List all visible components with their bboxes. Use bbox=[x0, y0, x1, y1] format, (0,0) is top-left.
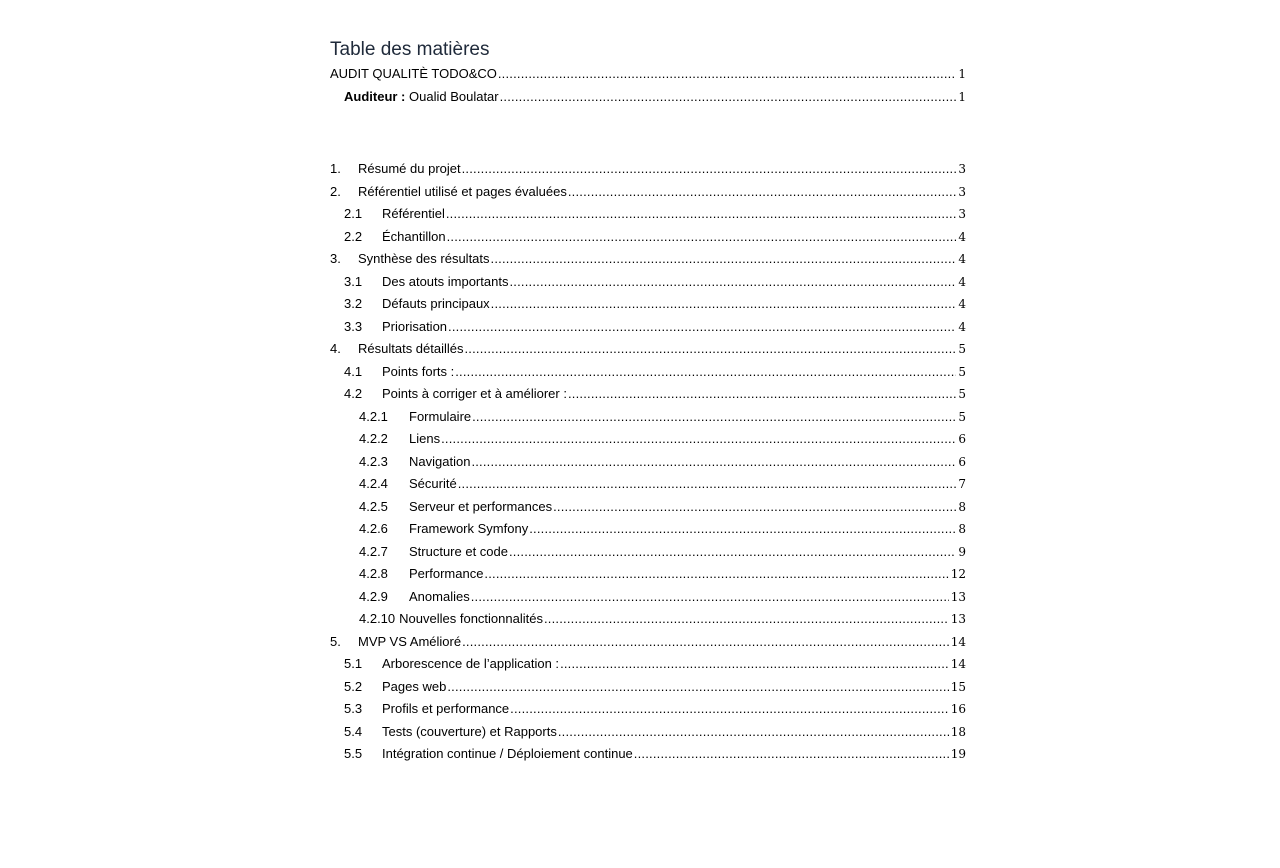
toc-entry-label: Framework Symfony bbox=[409, 521, 529, 536]
toc-entry-page: 8 bbox=[958, 499, 966, 514]
dot-leader bbox=[483, 566, 948, 582]
toc-entry-number: 3.2 bbox=[344, 296, 363, 311]
toc-entry[interactable] bbox=[330, 222, 966, 245]
toc-entry-label: Liens bbox=[409, 431, 441, 446]
dot-leader bbox=[490, 251, 957, 267]
dot-leader bbox=[497, 66, 956, 82]
toc-entry-number: 3.3 bbox=[344, 318, 363, 334]
toc-entry[interactable] bbox=[330, 492, 966, 515]
toc-entry-number: 2.1 bbox=[344, 206, 363, 221]
toc-entry-number: 4.2.3 bbox=[359, 453, 388, 469]
toc-entry-number: 2. bbox=[330, 183, 341, 199]
toc-entry[interactable] bbox=[330, 200, 966, 223]
toc-entry-number: 4.2.9 bbox=[359, 588, 388, 604]
dot-leader bbox=[499, 89, 957, 105]
toc-entry-number: 4.2.7 bbox=[359, 543, 388, 559]
dot-leader bbox=[509, 701, 949, 717]
auditeur-label: Auditeur : bbox=[344, 88, 406, 104]
dot-leader bbox=[508, 274, 956, 290]
toc-entry[interactable] bbox=[330, 312, 966, 335]
toc-entry-page: 15 bbox=[950, 679, 966, 694]
toc-entry-label: Intégration continue / Déploiement continue bbox=[382, 746, 633, 761]
toc-entry[interactable] bbox=[330, 582, 966, 605]
toc-entry-page: 9 bbox=[958, 544, 966, 559]
toc-entry[interactable] bbox=[330, 605, 966, 628]
toc-entry-page: 3 bbox=[958, 207, 966, 221]
toc-entry-label: Priorisation bbox=[382, 318, 448, 334]
toc-entry-label: Défauts principaux bbox=[382, 296, 490, 311]
toc-entry-number: 4.2.1 bbox=[359, 408, 388, 424]
toc-entry-label: Navigation bbox=[409, 453, 471, 469]
toc-entry-page: 4 bbox=[958, 274, 966, 289]
toc-entry-page: 14 bbox=[950, 657, 966, 671]
toc-entry-page: 6 bbox=[958, 454, 966, 469]
toc-entry-number: 4.2.10 bbox=[359, 611, 396, 626]
dot-leader bbox=[528, 521, 956, 537]
toc-entry-page: 13 bbox=[950, 589, 966, 604]
toc-entry-label: MVP VS Amélioré bbox=[358, 633, 462, 649]
toc-entry-number: 5.5 bbox=[344, 746, 363, 761]
toc-entry-label: Nouvelles fonctionnalités bbox=[399, 611, 543, 626]
toc-entry[interactable] bbox=[330, 267, 966, 290]
toc-entry-number: 4.2 bbox=[344, 386, 363, 401]
toc-entry[interactable] bbox=[330, 245, 966, 268]
toc-entry-page: 16 bbox=[950, 702, 966, 716]
toc-entry[interactable] bbox=[330, 515, 966, 538]
toc-entry-label: Structure et code bbox=[409, 543, 508, 559]
toc-entry-label: Performance bbox=[409, 566, 484, 581]
toc-entry-label: Échantillon bbox=[382, 228, 446, 244]
toc-entry-page: 14 bbox=[950, 634, 966, 649]
toc-entry-page: 5 bbox=[958, 387, 966, 401]
toc-entry-label: Synthèse des résultats bbox=[358, 251, 490, 266]
toc-entry-page: 4 bbox=[958, 319, 966, 334]
toc-entry[interactable] bbox=[330, 740, 966, 763]
toc-entry[interactable] bbox=[330, 537, 966, 560]
toc-entry-number: 5. bbox=[330, 633, 341, 649]
toc-entry-label: Pages web bbox=[382, 678, 447, 694]
toc-entry-label: Référentiel utilisé et pages évaluées bbox=[358, 183, 567, 199]
toc-entry-page: 13 bbox=[950, 612, 966, 626]
toc-entry-page: 18 bbox=[950, 724, 966, 739]
dot-leader bbox=[508, 544, 956, 560]
toc-entry-label: Serveur et performances bbox=[409, 498, 553, 514]
toc-entry[interactable] bbox=[330, 627, 966, 650]
toc-entry-number: 4.2.8 bbox=[359, 566, 388, 581]
dot-leader bbox=[470, 589, 949, 605]
toc-entry-label: Sécurité bbox=[409, 476, 457, 491]
dot-leader bbox=[559, 656, 949, 672]
toc-entry-number: 5.3 bbox=[344, 701, 363, 716]
toc-entry-number: 5.4 bbox=[344, 723, 363, 739]
toc-entry[interactable] bbox=[330, 672, 966, 695]
toc-entry-label: Résumé du projet bbox=[358, 161, 461, 176]
dot-leader bbox=[470, 454, 956, 470]
dot-leader bbox=[464, 341, 957, 357]
toc-entry[interactable] bbox=[330, 470, 966, 493]
toc-entry[interactable] bbox=[330, 425, 966, 448]
dot-leader bbox=[490, 296, 957, 312]
toc-entry-page: 5 bbox=[958, 342, 966, 356]
toc-entry-label: Anomalies bbox=[409, 588, 470, 604]
toc-entry-number: 3.1 bbox=[344, 273, 363, 289]
toc-entry[interactable] bbox=[330, 155, 966, 178]
toc-entry-label: Profils et performance bbox=[382, 701, 510, 716]
dot-leader bbox=[543, 611, 949, 627]
toc-spacer bbox=[330, 105, 966, 155]
toc-entry[interactable] bbox=[330, 695, 966, 718]
toc-entry-label: Référentiel bbox=[382, 206, 445, 221]
toc-entry[interactable] bbox=[330, 447, 966, 470]
toc-entry-number: 1. bbox=[330, 161, 341, 176]
toc-entry[interactable] bbox=[330, 560, 966, 583]
toc-list bbox=[330, 155, 966, 763]
toc-title: Table des matières bbox=[330, 39, 490, 60]
dot-leader bbox=[633, 746, 949, 762]
toc-entry-audit[interactable] bbox=[330, 62, 966, 82]
toc-entry-page: 5 bbox=[958, 364, 966, 379]
toc-entry-auditeur[interactable] bbox=[330, 82, 966, 105]
toc-entry-number: 3. bbox=[330, 251, 341, 266]
toc-entry-page: 7 bbox=[958, 477, 966, 491]
toc-entry[interactable] bbox=[330, 380, 966, 403]
toc-entry-page: 8 bbox=[958, 522, 966, 536]
toc-entry-number: 4.1 bbox=[344, 363, 363, 379]
toc-entry-number: 4. bbox=[330, 341, 341, 356]
toc-entry-page: 12 bbox=[950, 567, 966, 581]
dot-leader bbox=[461, 634, 949, 650]
toc-entry-label: Points à corriger et à améliorer : bbox=[382, 386, 567, 401]
dot-leader bbox=[446, 679, 948, 695]
toc-entry-number: 5.1 bbox=[344, 656, 363, 671]
toc-entry[interactable] bbox=[330, 335, 966, 358]
toc-entry-label: Formulaire bbox=[409, 408, 472, 424]
toc-entry-label bbox=[344, 89, 499, 105]
toc-entry-label: Tests (couverture) et Rapports bbox=[382, 723, 557, 739]
toc-entry-label: Des atouts importants bbox=[382, 273, 509, 289]
toc-entry-number: 5.2 bbox=[344, 678, 363, 694]
dot-leader bbox=[454, 364, 956, 380]
toc-entry[interactable] bbox=[330, 177, 966, 200]
dot-leader bbox=[567, 386, 956, 402]
dot-leader bbox=[461, 161, 957, 177]
toc-entry[interactable] bbox=[330, 402, 966, 425]
toc-entry-page: 19 bbox=[950, 747, 966, 761]
toc-entry-page: 1 bbox=[958, 67, 966, 81]
toc-entry-label: AUDIT QUALITÈ TODO&CO bbox=[330, 66, 497, 81]
toc-entry-number: 4.2.2 bbox=[359, 431, 388, 446]
toc-entry-page: 6 bbox=[958, 432, 966, 446]
dot-leader bbox=[457, 476, 957, 492]
toc-entry[interactable] bbox=[330, 357, 966, 380]
dot-leader bbox=[440, 431, 956, 447]
dot-leader bbox=[446, 229, 957, 245]
dot-leader bbox=[445, 206, 956, 222]
toc-entry-number: 4.2.6 bbox=[359, 521, 388, 536]
toc-entry-number: 4.2.5 bbox=[359, 498, 388, 514]
toc-entry[interactable] bbox=[330, 717, 966, 740]
toc-entry-label: Arborescence de l’application : bbox=[382, 656, 560, 671]
toc-entry-page: 4 bbox=[958, 297, 966, 311]
toc-entry-label: Points forts : bbox=[382, 363, 455, 379]
toc-entry-page: 1 bbox=[958, 89, 966, 104]
toc-page bbox=[330, 38, 966, 762]
toc-entry[interactable] bbox=[330, 650, 966, 673]
dot-leader bbox=[447, 319, 956, 335]
auditeur-name: Oualid Boulatar bbox=[405, 88, 499, 104]
toc-entry-page: 4 bbox=[958, 229, 966, 244]
toc-entry-page: 3 bbox=[958, 162, 966, 176]
toc-entry-page: 4 bbox=[958, 252, 966, 266]
dot-leader bbox=[557, 724, 949, 740]
dot-leader bbox=[471, 409, 956, 425]
dot-leader bbox=[567, 184, 957, 200]
dot-leader bbox=[552, 499, 956, 515]
toc-entry[interactable] bbox=[330, 290, 966, 313]
toc-entry-page: 5 bbox=[958, 409, 966, 424]
toc-entry-label: Résultats détaillés bbox=[358, 341, 464, 356]
toc-entry-page: 3 bbox=[958, 184, 966, 199]
toc-entry-number: 4.2.4 bbox=[359, 476, 388, 491]
toc-entry-number: 2.2 bbox=[344, 228, 363, 244]
